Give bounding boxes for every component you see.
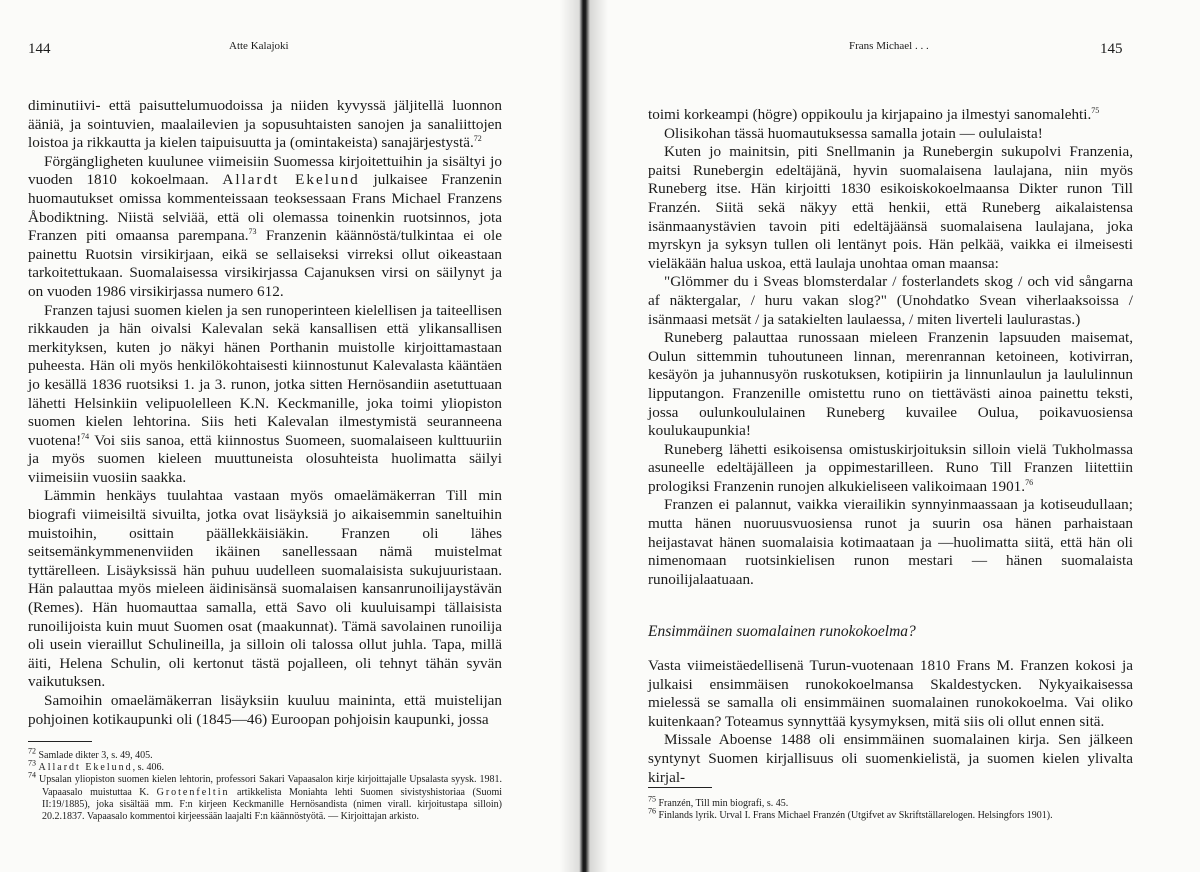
note-ref: 76 [648,806,656,816]
paragraph [648,731,1133,787]
footnote [28,758,502,774]
text-run: Samlade dikter 3, s. 49, 405. [36,750,153,761]
note-ref: 72 [28,746,36,756]
text-run: Franzen tajusi suomen kielen ja sen runoperinteen kielellisen ja taiteellisen rikkauden ja hän oivalsi Kalevalan sekä kansallisen että ylikansallisen merkityksen, kuten jo näkyi hänen Porthanin muistolle kirjoittamastaan puheesta. Hän oli myös henkilökohtaisesti kiinnostunut Kalevalasta kääntäen jo kesällä 1836 ruotsiksi 1. ja 3. runon, jotka sitten Hernösandiin asetuttuaan lähetti Helsinkiin velipuolelleen K.N. Keckmanille, joka toimi yliopiston suomen kielen lehtorina. Siis heti Kalevalan ilmestymistä seuranneena vuotena! [28,301,502,449]
paragraph [28,302,502,488]
note-ref: 75 [1091,105,1100,115]
footnote [648,794,1133,810]
note-ref: 74 [81,431,90,441]
text-run: Voi siis sanoa, että kiinnostus Suomeen, suomalaiseen kulttuuriin ja myös suomen kieleen muuttuneista olosuhteista huolimatta säilyi viimeisiin vuosiin saakka. [28,431,502,486]
right-page [590,0,1200,872]
spaced-name: Allardt Ekelund [222,171,360,189]
text-run: Upsalan yliopiston suomen kielen lehtorin, professori Sakari Vapaasalon kirje kirjoittajalle Upsalasta syysk. 1981. Vapaasalo muistuttaa K. [36,774,502,798]
note-ref: 76 [1025,477,1034,487]
text-run: Runeberg palauttaa runossaan mieleen Franzenin lapsuuden maisemat, Oulun sittemmin tuhoutuneen linnan, merenrannan ketoineen, kotivirran, kesäyön ja juhannusyön ruskotuksen, kotipiirin ja linnunlaulun ja laululinnun lipputangon. Franzenille omistettu runo on tiettävästi ainoa painettu teksti, jossa oulunkoululainen Runeberg kuvailee Oulua, poikavuosiensa koulukaupunkia! [648,329,1133,440]
text-run: Lämmin henkäys tuulahtaa vastaan myös omaelämäkerran Till min biografi viimeisiltä sivuilta, jotka ovat lisäyksiä jo aikaisemmin saneltuihin muistoihin, osittain päällekkäisiäkin. Franzen oli lähes seitsemänkymmenenviiden ikäinen sanellessaan nämä muistelmat tyttärelleen. Lisäyksissä hän puhuu uudelleen suomalaisista sukujuuristaan. Hän palauttaa myös mieleen äidinisänsä suomalaisen kansanrunoilijaystävän (Remes). Hän huomauttaa samalla, että Savo oli kuuluisampi tällaisista runoilijoista kuin muut Suomen osat (maakunnat). Tämä savolainen runoilija oli usein vieraillut Schulineilla, ja silloin oli talossa ollut juhla. Tapa, millä äiti, Helena Schulin, oli kertonut tästä pojalleen, oli tehnyt tähän syvän vaikutuksen. [28,487,502,691]
page-number: 144 [28,41,51,57]
footnotes [28,746,502,823]
left-page [0,0,586,872]
paragraph [28,692,502,729]
body-text [648,106,1133,589]
running-head: Atte Kalajoki [229,40,289,52]
footnote-rule [648,787,712,788]
paragraph [648,125,1133,144]
page-number: 145 [1100,41,1123,57]
running-head: Frans Michael . . . [849,40,929,52]
text-run: diminutiivi- että paisuttelumuodoissa ja niiden kyvyssä jäljitellä luonnon ääniä, ja sointuvien, maalailevien ja sopusuhtaisten sanojen ja sanaliittojen loistoa ja rikkautta ja kielen taipuisuutta ja (omintakeista) sanajärjestystä. [28,97,502,152]
spaced-name: Allardt Ekelund [38,762,133,774]
body-text-section [648,657,1133,787]
paragraph [28,153,502,302]
paragraph [648,496,1133,589]
paragraph [648,441,1133,497]
note-ref: 72 [473,134,482,144]
paragraph [28,487,502,692]
note-ref: 73 [28,758,36,768]
note-ref: 75 [648,794,656,804]
footnote-rule [28,741,92,742]
text-run: Runeberg lähetti esikoisensa omistuskirjoituksin silloin vielä Tukholmassa asuneelle edeltäjälleen ja oppimestarilleen. Runo Till Franzen liitettiin prologiksi Franzenin runojen alkukieliseen valikoimaan 1901. [648,440,1133,495]
text-run: , s. 406. [132,762,165,774]
text-run: julkaisee Franzenin huomautukset omissa kommenteissaan teoksessaan Frans Michael Franzens Åbodiktning. Niistä selviää, että oli olemassa toinenkin ruotsinnos, jota Franzen piti omaansa parempana. [28,171,502,245]
spaced-name: Grotenfeltin [156,786,230,798]
text-run: Vasta viimeistäedellisenä Turun-vuotenaan 1810 Frans M. Franzen kokosi ja julkaisi ensimmäisen runokokoelmansa Skaldestycken. Nykyaikaisessa mielessä se samalla oli ensimmäinen suomalainen runokokoelma. Vai oliko kuitenkaan? Toteamus synnyttää kysymyksen, mitä siis oli ollut ennen sitä. [648,657,1133,730]
paragraph [648,329,1133,441]
paragraph [648,143,1133,273]
footnote [28,771,502,823]
text-run: toimi korkeampi (högre) oppikoulu ja kirjapaino ja ilmestyi sanomalehti. [648,106,1092,123]
text-run: Förgängligheten kuulunee viimeisiin Suomessa kirjoitettuihin ja sisältyi jo vuoden 1810 kokoelmaan. [28,152,502,189]
book-gutter [560,0,608,872]
section-heading: Ensimmäinen suomalainen runokokoelma? [648,623,916,640]
text-run: Samoihin omaelämäkerran lisäyksiin kuuluu maininta, että muistelijan pohjoinen kotikaupunki oli (1845—46) Euroopan pohjoisin kaupunki, jossa [28,692,502,728]
paragraph [28,97,502,153]
text-run: artikkelista Moniahta lehti Suomen sivistyshistoriaa (Suomi II:19/1885), joka sisältää mm. F:n kirjeen Keckmanille Hernösandista (nimen virall. kirjoitustapa silloin) 20.2.1837. Vapaasalo kommentoi kirjeessään laajalti F:n käännöstyötä. — Kirjoittajan arkisto. [42,786,502,823]
paragraph [648,273,1133,329]
paragraph [648,106,1133,125]
text-run: Finlands lyrik. Urval I. Frans Michael Franzén (Utgifvet av Skriftställarelogen. Helsingfors 1901). [656,810,1053,822]
text-run: Franzén, Till min biografi, s. 45. [656,798,789,809]
text-run: Franzenin käännöstä/tulkintaa ei ole painettu Ruotsin virsikirjaan, eikä se sellaiseksi virreksi ollut oikeastaan tarkoitettukaan. Suomalaisessa virsikirjassa Cajanuksen virsi on säilynyt ja on vuoden 1986 virsikirjassa numero 612. [28,227,502,300]
text-run: "Glömmer du i Sveas blomsterdalar / fosterlandets skog / och vid sångarna af näktergalar, / huru vakan slog?" (Unohdatko Svean viherlaaksoissa / isänmaasi metsät / ja satakielten laulaessa, / miten liverteli laulurastas.) [648,273,1133,328]
paragraph [648,657,1133,731]
body-text [28,97,502,729]
text-run: Kuten jo mainitsin, piti Snellmanin ja Runebergin sukupolvi Franzenia, paitsi Runebergin edeltäjänä, hyvin suomalaisena laulajana, niin myös Runeberg itse. Hän kirjoitti 1830 esikoiskokoelmaansa Dikter runon Till Franzén. Siitä sekä näkyy että henkii, että Runeberg aikalaistensa isänmaanystävien tavoin piti edeltäjäänsä suomalaisena laulajana, joka myrskyn ja syksyn tullen oli lentänyt pois. Hän pelkää, vaikka ei ilmeisesti vieläkään halua uskoa, että laulaja unohtaa oman maansa: [648,143,1133,272]
footnotes [648,794,1133,822]
text-run: Missale Aboense 1488 oli ensimmäinen suomalainen kirja. Sen jälkeen syntynyt Suomen kirjallisuus oli suomenkielistä, ja suomen kielen ylivalta kirjal- [648,731,1133,786]
note-ref: 74 [28,771,36,781]
note-ref: 73 [248,227,257,237]
footnote [648,806,1133,822]
text-run: Olisikohan tässä huomautuksessa samalla jotain — oululaista! [664,124,1043,142]
footnote [28,746,502,762]
text-run: Franzen ei palannut, vaikka vierailikin synnyinmaassaan ja kotiseudullaan; mutta hänen nuoruusvuosiensa runot ja suurin osa hänen parhaistaan heijastavat hänen suomalaisia kotimaataan ja —huolimatta siitä, että hän oli nimenomaan ruotsinkielisen runon mestari — hänen suomalaista runoilijalaatuaan. [648,496,1133,588]
